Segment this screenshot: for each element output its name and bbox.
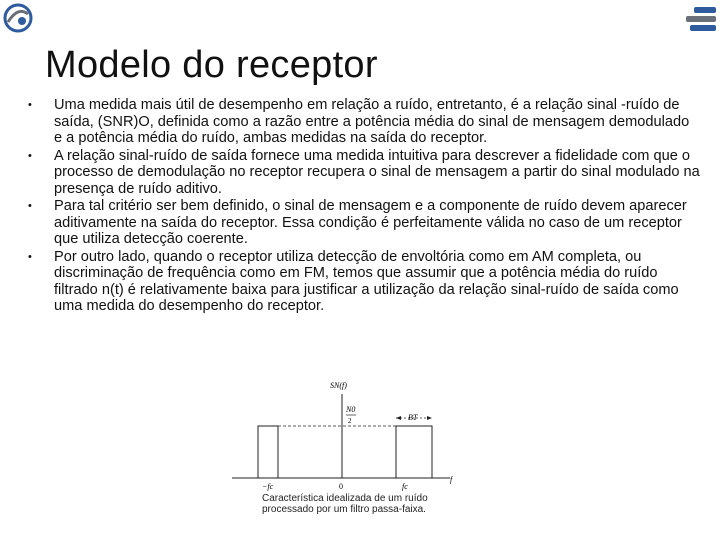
caption-line: processado por um filtro passa-faixa.	[262, 504, 426, 515]
bullet-marker: •	[28, 200, 32, 212]
arrow-head-left	[396, 416, 401, 420]
bullet-list	[28, 97, 700, 316]
tick-neg-fc: −fc	[262, 482, 274, 491]
bullet-item	[28, 97, 700, 147]
y-axis-label: SN(f)	[330, 381, 347, 390]
bullet-item	[28, 148, 700, 198]
figure-caption	[262, 493, 462, 515]
bullet-item	[28, 249, 700, 315]
left-logo-icon	[2, 2, 34, 34]
bandwidth-label: BT	[408, 413, 418, 422]
bullet-marker: •	[28, 149, 32, 162]
bullet-item	[28, 198, 700, 248]
tick-zero: 0	[339, 482, 343, 491]
caption-line: Característica idealizada de um ruído	[262, 493, 428, 504]
level-label-bottom: 2	[348, 417, 352, 425]
bullet-marker: •	[28, 250, 32, 263]
bullet-text: Por outro lado, quando o receptor utiliza detecção de envoltória como em AM completa, ou discriminação de frequência como em FM, temos que assumir que a potência média do ruído filtrado n(t) é relativamente baixa para justificar a utilização da relação sinal-ruído de saída como uma medida do desempenho do receptor.	[54, 248, 679, 314]
right-logo-icon	[684, 6, 718, 36]
bullet-text: A relação sinal-ruído de saída fornece uma medida intuitiva para descrever a fidelidade com que o processo de demodulação no receptor recupera o sinal de mensagem a partir do sinal modulado na presença de ruído aditivo.	[54, 147, 700, 197]
spectrum-band-left	[258, 426, 278, 478]
bullet-text: Uma medida mais útil de desempenho em relação a ruído, entretanto, é a relação sinal -ruído de saída, (SNR)O, definida como a razão entre a potência média do sinal de mensagem demodulado e a potência média do ruído, ambas medidas na saída do receptor.	[54, 97, 690, 146]
tick-pos-fc: fc	[402, 482, 408, 491]
spectrum-band-right	[396, 426, 432, 478]
arrow-head-right	[427, 416, 432, 420]
bullet-text: Para tal critério ser bem definido, o sinal de mensagem e a componente de ruído devem aparecer aditivamente na saída do receptor. Essa condição é perfeitamente válida no caso de um receptor que utiliza detecção coerente.	[54, 198, 687, 247]
level-label-top: N0	[346, 405, 356, 414]
x-axis-label: f	[450, 475, 453, 484]
slide-title: Modelo do receptor	[45, 44, 378, 86]
bullet-marker: •	[28, 99, 32, 111]
